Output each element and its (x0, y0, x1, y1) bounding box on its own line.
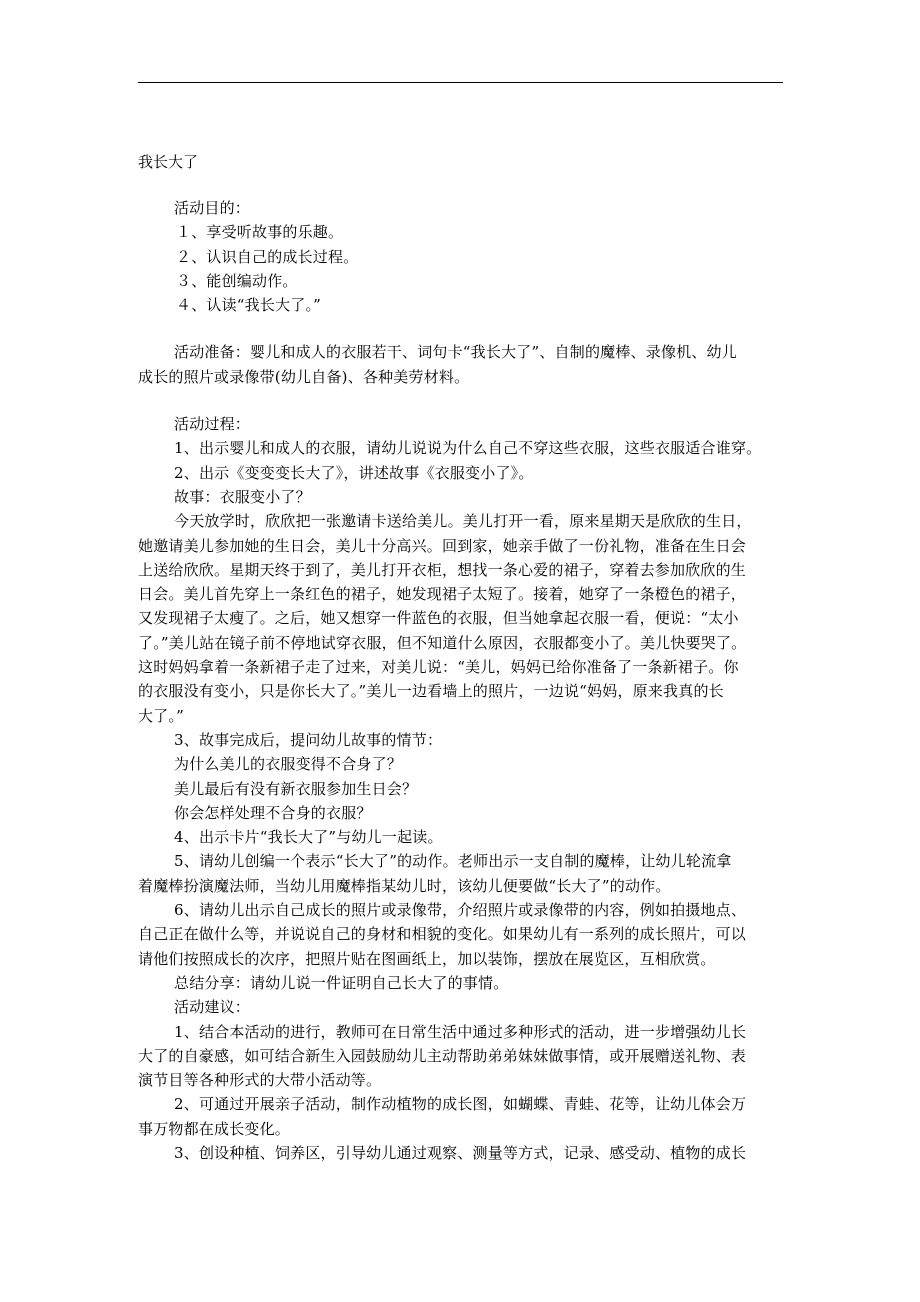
goal-item: ４、认读“我长大了。” (176, 296, 322, 315)
process-line: 5、请幼儿创编一个表示“长大了”的动作。老师出示一支自制的魔棒，让幼儿轮流拿 (174, 852, 732, 871)
prep-section (138, 340, 783, 389)
process-line: 3、故事完成后，提问幼儿故事的情节： (174, 730, 443, 749)
process-line: 事万物都在成长变化。 (138, 1119, 291, 1138)
page-title: 我长大了 (138, 153, 199, 171)
process-line: 美儿最后有没有新衣服参加生日会？ (174, 779, 418, 798)
goal-item: ３、能创编动作。 (176, 271, 298, 290)
process-line: 上送给欣欣。星期天终于到了，美儿打开衣柜，想找一条心爱的裙子，穿着去参加欣欣的生 (138, 560, 747, 579)
process-line: 她邀请美儿参加她的生日会，美儿十分高兴。回到家，她亲手做了一份礼物，准备在生日会 (138, 536, 747, 555)
process-line: 活动过程： (174, 415, 251, 434)
process-line: 这时妈妈拿着一条新裙子走了过来，对美儿说：“美儿，妈妈已给你准备了一条新裙子。你 (138, 658, 739, 677)
goals-section (138, 196, 783, 317)
process-line: 日会。美儿首先穿上一条红色的裙子，她发现裙子太短了。接着，她穿了一条橙色的裙子， (138, 585, 747, 604)
goal-item: １、享受听故事的乐趣。 (176, 223, 344, 242)
process-line: 了。”美儿站在镜子前不停地试穿衣服，但不知道什么原因，衣服都变小了。美儿快要哭了。 (138, 633, 747, 652)
process-line: 演节目等各种形式的大带小活动等。 (138, 1071, 382, 1090)
process-line: 1、结合本活动的进行，教师可在日常生活中通过多种形式的活动，进一步增强幼儿长 (174, 1022, 747, 1041)
process-line: 3、创设种植、饲养区，引导幼儿通过观察、测量等方式，记录、感受动、植物的成长 (174, 1143, 747, 1162)
prep-line: 活动准备：婴儿和成人的衣服若干、词句卡“我长大了”、自制的魔棒、录像机、幼儿 (174, 343, 737, 362)
process-line: 你会怎样处理不合身的衣服？ (174, 803, 372, 822)
goal-item: ２、认识自己的成长过程。 (176, 247, 359, 266)
header-rule (138, 82, 783, 83)
process-line: 1、出示婴儿和成人的衣服，请幼儿说说为什么自己不穿这些衣服，这些衣服适合谁穿。 (174, 439, 762, 458)
process-line: 大了。” (138, 706, 184, 725)
process-section (138, 412, 783, 1165)
process-line: 又发现裙子太瘦了。之后，她又想穿一件蓝色的衣服，但当她拿起衣服一看，便说：“太小 (138, 609, 739, 628)
process-line: 总结分享：请幼儿说一件证明自己长大了的事情。 (174, 973, 509, 992)
process-line: 为什么美儿的衣服变得不合身了？ (174, 755, 403, 774)
process-line: 活动建议： (174, 998, 251, 1017)
process-line: 着魔棒扮演魔法师，当幼儿用魔棒指某幼儿时，该幼儿便要做“长大了”的动作。 (138, 876, 671, 895)
prep-line: 成长的照片或录像带(幼儿自备)、各种美劳材料。 (138, 367, 470, 386)
process-line: 4、出示卡片“我长大了”与幼儿一起读。 (174, 828, 443, 847)
process-line: 今天放学时，欣欣把一张邀请卡送给美儿。美儿打开一看，原来星期天是欣欣的生日， (174, 512, 752, 531)
process-line: 自己正在做什么等，并说说自己的身材和相貌的变化。如果幼儿有一系列的成长照片，可以 (138, 925, 747, 944)
process-line: 请他们按照成长的次序，把照片贴在图画纸上，加以装饰，摆放在展览区，互相欣赏。 (138, 949, 716, 968)
document-body (138, 150, 783, 1165)
process-line: 6、请幼儿出示自己成长的照片或录像带，介绍照片或录像带的内容，例如拍摄地点、 (174, 901, 747, 920)
process-line: 2、可通过开展亲子活动，制作动植物的成长图，如蝴蝶、青蛙、花等，让幼儿体会万 (174, 1095, 747, 1114)
process-line: 大了的自豪感，如可结合新生入园鼓励幼儿主动帮助弟弟妹妹做事情，或开展赠送礼物、表 (138, 1046, 747, 1065)
process-line: 的衣服没有变小，只是你长大了。”美儿一边看墙上的照片，一边说“妈妈，原来我真的长 (138, 682, 724, 701)
process-line: 2、出示《变变变长大了》，讲述故事《衣服变小了》。 (174, 463, 534, 482)
goals-heading: 活动目的： (174, 199, 251, 217)
process-line: 故事：衣服变小了？ (174, 487, 311, 506)
